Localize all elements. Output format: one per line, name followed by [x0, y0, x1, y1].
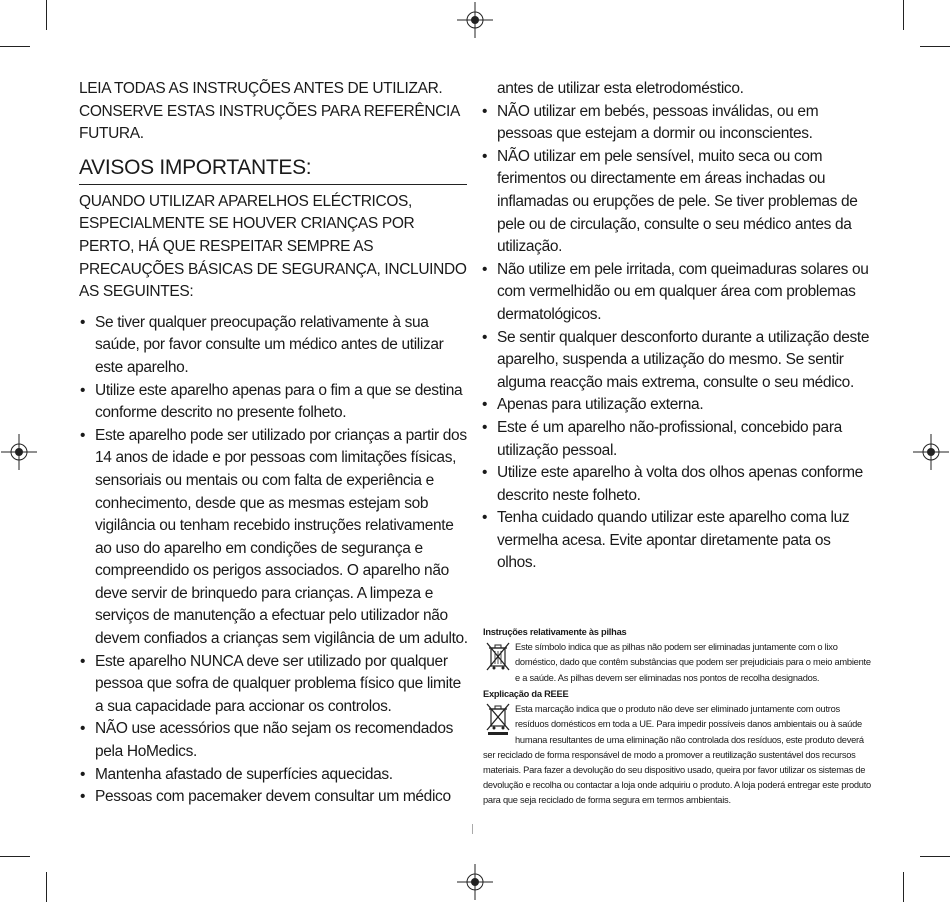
read-instructions-notice [79, 78, 471, 146]
left-bullet-list [79, 312, 471, 809]
right-column [481, 78, 871, 575]
section-heading: AVISOS IMPORTANTES: [79, 154, 467, 185]
weee-title: Explicação da REEE [483, 689, 569, 699]
list-item: • Apenas para utilização externa. [481, 394, 871, 417]
crop-mark [920, 46, 950, 47]
list-item: • Não utilize em pele irritada, com queimaduras solares ou com vermelhidão ou em qualquer área com problemas dermatológicos. [481, 259, 871, 327]
intro-paragraph: QUANDO UTILIZAR APARELHOS ELÉCTRICOS, ESPECIALMENTE SE HOUVER CRIANÇAS POR PERTO, HÁ QUE RESPEITAR SEMPRE AS PRECAUÇÕES BÁSICAS DE SEGURANÇA, INCLUINDO AS SEGUINTES: [79, 192, 467, 301]
right-bullet-list [481, 101, 871, 575]
list-item: • NÃO utilizar em pele sensível, muito seca ou com ferimentos ou directamente em áreas inchadas ou inflamadas ou erupções de pele. Se tiver problemas de pele ou de circulação, consulte o seu médico antes da utilização. [481, 146, 871, 259]
left-column [79, 78, 471, 809]
list-item: • Este aparelho NUNCA deve ser utilizado por qualquer pessoa que sofra de qualquer problema físico que limite a sua capacidade para accionar os controlos. [79, 651, 471, 719]
list-item: • Mantenha afastado de superfícies aquecidas. [79, 764, 471, 787]
list-item: • NÃO utilizar em bebés, pessoas inválidas, ou em pessoas que estejam a dormir ou inconscientes. [481, 101, 871, 146]
crop-mark [903, 0, 904, 30]
battery-title: Instruções relativamente às pilhas [483, 627, 627, 637]
battery-text: Este símbolo indica que as pilhas não podem ser eliminadas juntamente com o lixo doméstico, dado que contêm substâncias que podem ser prejudiciais para o meio ambiente e a saúde. As pilhas devem ser eliminadas nos pontos de recolha designados. [515, 642, 871, 683]
registration-mark-icon [457, 864, 493, 900]
crop-mark [903, 872, 904, 902]
weee-text: Esta marcação indica que o produto não deve ser eliminado juntamente com outros resíduos domésticos em toda a UE. Para impedir possíveis danos ambientais ou à saúde humana resultantes de uma eliminação não controlada dos resíduos, este produto deverá ser reciclado de forma responsável de modo a promover a reutilização sustentável dos recursos materiais. Para fazer a devolução do seu dispositivo usado, queira por favor utilizar os sistemas de devolução e recolha ou contactar a loja onde adquiriu o produto. A loja poderá entregar este produto para que seja reciclado de forma segura em termos ambientais. [483, 704, 871, 806]
list-item: • Se tiver qualquer preocupação relativamente à sua saúde, por favor consulte um médico antes de utilizar este aparelho. [79, 312, 471, 380]
list-item: • Tenha cuidado quando utilizar este aparelho coma luz vermelha acesa. Evite apontar diretamente pata os olhos. [481, 507, 871, 575]
battery-section [483, 625, 873, 686]
weee-bin-icon [485, 703, 511, 735]
registration-mark-icon [457, 2, 493, 38]
list-item: • Se sentir qualquer desconforto durante a utilização deste aparelho, suspenda a utilização do mesmo. Se sentir alguma reacção mais extrema, consulte o seu médico. [481, 327, 871, 395]
lead-line: LEIA TODAS AS INSTRUÇÕES ANTES DE UTILIZAR. [79, 80, 443, 97]
registration-mark-icon [1, 434, 37, 470]
page-marker [472, 824, 473, 834]
weee-section [483, 687, 873, 809]
crossed-bin-icon [485, 641, 511, 671]
continued-text: antes de utilizar esta eletrodoméstico. [497, 80, 744, 97]
crop-mark [0, 856, 30, 857]
lead-line: CONSERVE ESTAS INSTRUÇÕES PARA REFERÊNCIA [79, 102, 460, 120]
list-item: • Este aparelho pode ser utilizado por crianças a partir dos 14 anos de idade e por pessoas com limitações físicas, sensoriais ou mentais ou com falta de experiência e conhecimento, desde que as mesmas estejam sob vigilância ou tenham recebido instruções relativamente ao uso do aparelho em condições de segurança e compreendido os perigos associados. O aparelho não deve servir de brinquedo para crianças. A limpeza e serviços de manutenção a efectuar pelo utilizador não devem confiados a crianças sem vigilância de um adulto. [79, 425, 471, 651]
crop-mark [46, 0, 47, 30]
registration-mark-icon [913, 434, 949, 470]
list-item: • NÃO use acessórios que não sejam os recomendados pela HoMedics. [79, 718, 471, 763]
list-item: • Pessoas com pacemaker devem consultar um médico [79, 786, 471, 809]
list-item: • Utilize este aparelho à volta dos olhos apenas conforme descrito neste folheto. [481, 462, 871, 507]
crop-mark [46, 872, 47, 902]
lead-line: FUTURA. [79, 125, 144, 143]
list-item: • Este é um aparelho não-profissional, concebido para utilização pessoal. [481, 417, 871, 462]
crop-mark [920, 856, 950, 857]
list-item: • Utilize este aparelho apenas para o fim a que se destina conforme descrito no presente folheto. [79, 380, 471, 425]
crop-mark [0, 46, 30, 47]
